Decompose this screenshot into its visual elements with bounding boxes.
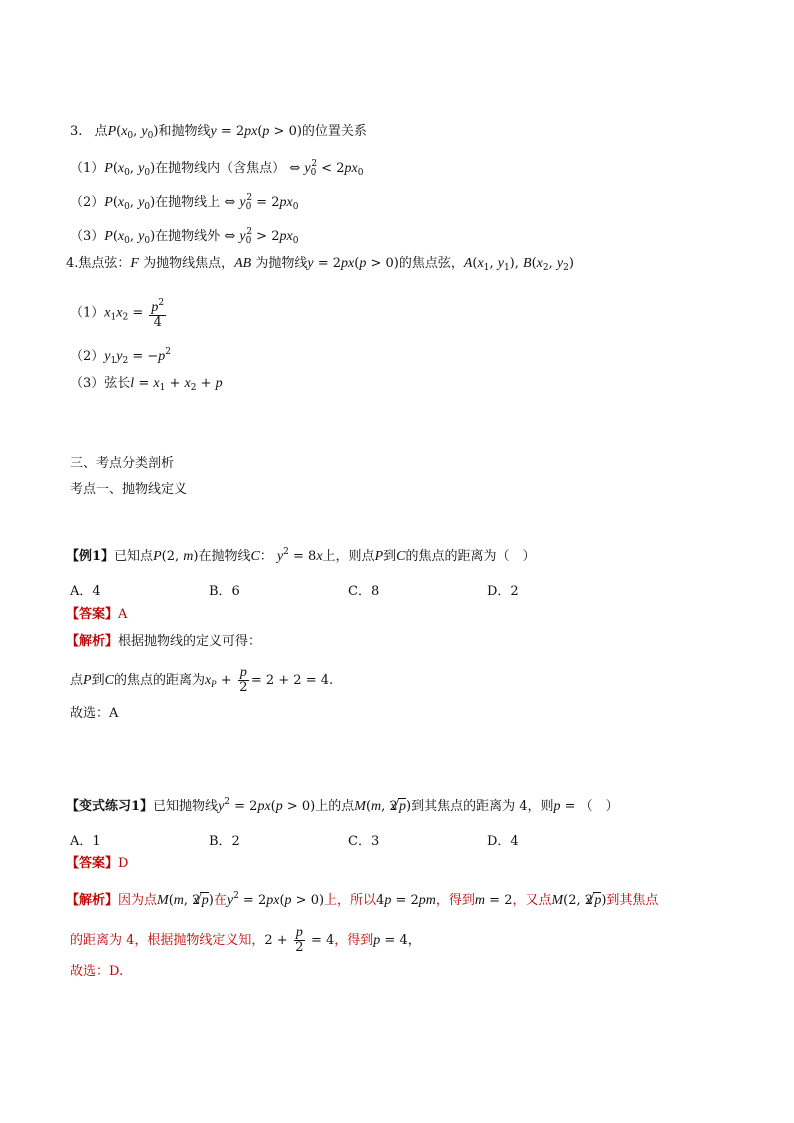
example-1-option-b: B．6: [209, 584, 240, 599]
example-1-answer: 【答案】A: [66, 607, 128, 622]
sec3-item-1: $(1)P(x_0$, $y_0$)在抛物线内（含焦点） ⇔ $y_0^2 < 2px_0$: [70, 159, 364, 178]
sec4-item-3: （3）弦长$l = x_1 + x_2 + p$: [70, 376, 223, 393]
variant-1-choice: 故选：D.: [70, 964, 124, 979]
example-1-choice: 故选：A: [70, 706, 119, 721]
example-1-option-d: D．2: [487, 584, 519, 599]
kaodian-1-heading: 考点一、抛物线定义: [70, 482, 188, 497]
example-1-option-c: C．8: [348, 584, 380, 599]
variant-1-option-c: C．3: [348, 834, 380, 849]
variant-1-answer: 【答案】D: [66, 856, 129, 871]
sec4-item-2: $(2)y_1y_2 = -p^2$: [70, 347, 171, 366]
variant-1-analysis-line-2: 的距离为 4，根据抛物线定义知，2 + $\frac{p}{2}$ = 4，得到p = 4，: [70, 925, 421, 955]
variant-1-option-a: A．1: [70, 834, 101, 849]
variant-1-question: 【变式练习1】已知抛物线$y^2 = 2px(p > 0)$上的点M(m, 2√ p)到其焦点的距离为 4，则p = （ ）: [66, 792, 619, 817]
variant-1-option-b: B．2: [209, 834, 240, 849]
variant-1-analysis: 【解析】因为点M(m, 2√ p)在$y^2 = 2px(p > 0)$上，所以4p = 2pm，得到m = 2，又点M(2, 2√ p)到其焦点: [66, 886, 658, 911]
example-1-analysis-line-2: 点P到C的焦点的距离为$x_P$ + $\frac{p}{2}$ = 2 + 2 = 4.: [70, 665, 334, 695]
part3-heading: 三、考点分类剖析: [70, 456, 175, 471]
sec3-item-2: $(2)P(x_0$, $y_0$)在抛物线上 ⇔ $y_0^2 = 2px_0$: [70, 193, 299, 212]
example-1-analysis: 【解析】根据抛物线的定义可得：: [66, 634, 262, 649]
sec3-item-3: $(3)P(x_0$, $y_0$)在抛物线外 ⇔ $y_0^2 > 2px_0$: [70, 227, 299, 246]
variant-1-option-d: D．4: [487, 834, 519, 849]
example-1-option-a: A．4: [70, 584, 101, 599]
sec3-heading: 3. 点$P(x_0$, $y_0$)和抛物线y = 2px(p > 0)的位置关系: [70, 124, 367, 141]
sec4-item-1: $(1)x_1x_2$ = $\frac{p^2}{4}$: [70, 298, 165, 330]
example-1-question: 【例1】已知点P(2, m)在抛物线C： $y^2 = 8x$上，则点P到C的焦点的距离为（ ）: [66, 547, 536, 564]
sec4-heading: 4.焦点弦：F 为抛物线焦点，AB 为抛物线y = 2px(p > 0)的焦点弦，$A(x_1$, $y_1$), $B(x_2$, $y_2$): [66, 256, 574, 273]
